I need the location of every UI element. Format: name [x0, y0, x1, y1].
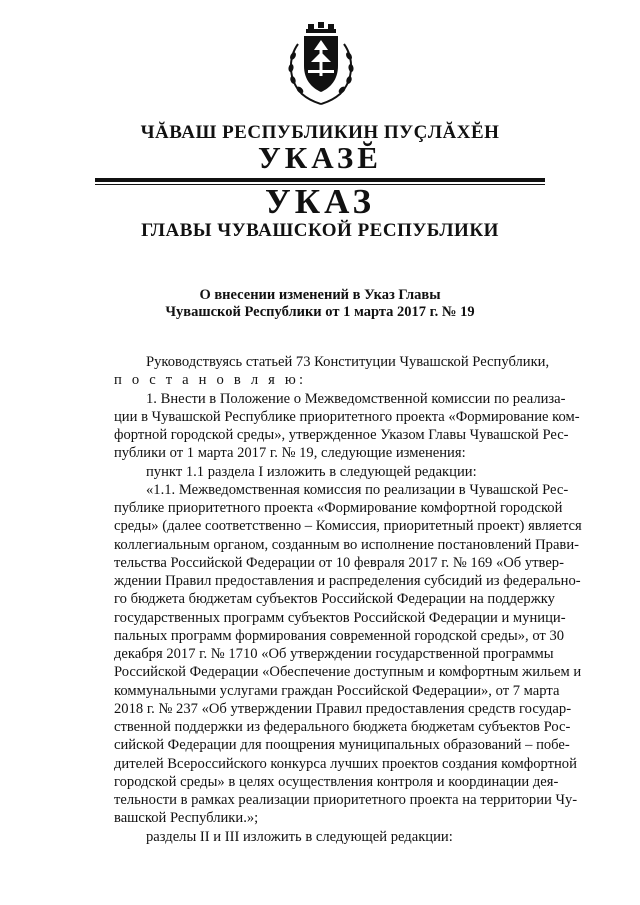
body-line: тельности в рамках реализации приоритетного проекта на территории Чу- — [114, 792, 578, 808]
body-line: 1. Внести в Положение о Межведомственной комиссии по реализа- — [146, 390, 566, 407]
body-line: ции в Чувашской Республике приоритетного проекта «Формирование ком- — [114, 408, 580, 425]
body-line: ждении Правил предоставления и распределения субсидий из федерально- — [114, 573, 581, 589]
body-line: декабря 2017 г. № 1710 «Об утверждении государственной программы — [114, 646, 554, 662]
body-line: пункт 1.1 раздела I изложить в следующей редакции: — [146, 463, 477, 480]
body-line: государственных программ субъектов Российской Федерации и муници- — [114, 609, 566, 626]
body-line: тельства Российской Федерации от 10 февраля 2017 г. № 169 «Об утвер- — [114, 554, 564, 571]
body-line: среды» (далее соответственно – Комиссия, приоритетный проект) является — [114, 518, 582, 535]
body-line: Руководствуясь статьей 73 Конституции Чувашской Республики, — [146, 354, 550, 370]
decree-subject — [0, 287, 640, 321]
body-line: го бюджета бюджетам субъектов Российской Федерации на поддержку — [114, 591, 555, 608]
russian-decree-title: УКАЗ — [265, 182, 375, 221]
body-line: сийской Федерации для поощрения муниципальных образований – побе- — [114, 737, 570, 754]
body-line: 2018 г. № 237 «Об утверждении Правил предоставления средств государ- — [114, 700, 572, 717]
body-line: вашской Республики.»; — [114, 810, 259, 827]
body-line: «1.1. Межведомственная комиссия по реализации в Чувашской Рес- — [146, 481, 569, 498]
subject-line-1: О внесении изменений в Указ Главы — [199, 287, 441, 303]
chuvash-header-line: ЧĂВАШ РЕСПУБЛИКИН ПУÇЛĂХĔН — [140, 122, 500, 143]
body-line: городской среды» в целях осуществления контроля и координации дея- — [114, 773, 559, 790]
body-line: дителей Всероссийского конкурса лучших проектов создания комфортной — [114, 755, 577, 772]
body-line: Российской Федерации «Обеспечение доступным и комфортным жильем и — [114, 664, 582, 681]
body-line: публике приоритетного проекта «Формирование комфортной городской — [114, 500, 563, 516]
subject-line-2: Чувашской Республики от 1 марта 2017 г. № 19 — [165, 304, 475, 320]
body-line: коммунальными услугами граждан Российской Федерации», от 7 марта — [114, 682, 560, 699]
body-line: п о с т а н о в л я ю: — [114, 372, 307, 389]
body-line: фортной городской среды», утвержденное Указом Главы Чувашской Рес- — [114, 427, 569, 443]
body-line: публики от 1 марта 2017 г. № 19, следующие изменения: — [114, 445, 466, 462]
body-line: пальных программ формирования современной городской среды», от 30 — [114, 627, 565, 644]
body-line: разделы II и III изложить в следующей редакции: — [146, 828, 453, 845]
decree-body — [114, 353, 582, 846]
body-line: коллегиальным органом, созданным во исполнение постановлений Прави- — [114, 536, 579, 553]
body-line: ственной поддержки из федерального бюджета бюджетам субъектов Рос- — [114, 719, 571, 735]
coat-of-arms-icon — [284, 22, 358, 106]
chuvash-decree-title: УКАЗĔ — [258, 140, 382, 175]
russian-header-line: ГЛАВЫ ЧУВАШСКОЙ РЕСПУБЛИКИ — [141, 220, 499, 241]
